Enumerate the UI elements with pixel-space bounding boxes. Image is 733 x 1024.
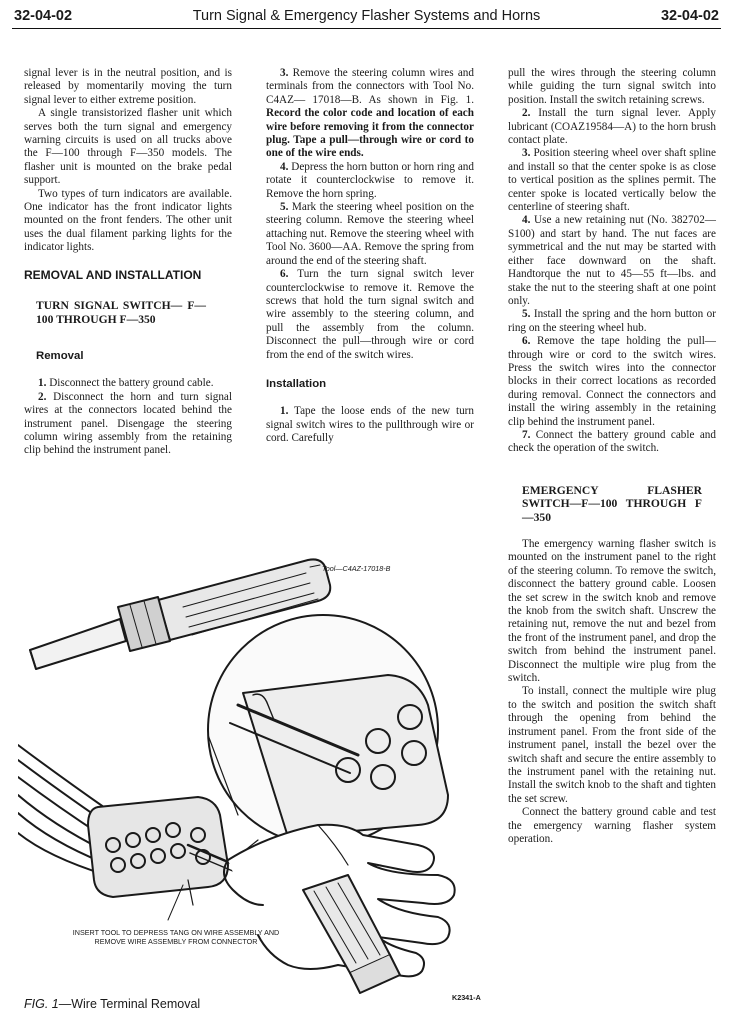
step-number: 1.	[38, 377, 47, 390]
tool-label: Tool—C4AZ-17018-B	[322, 564, 391, 573]
step-number: 4.	[280, 160, 289, 173]
paragraph: A single transistorized flasher unit which serves both the turn signal and emergency warning circuits is used on all trucks above the F—100 through F—350 models. The flasher unit is mounted on the brake pedal support.	[24, 107, 232, 187]
step-text: Connect the battery ground cable and check the operation of the switch.	[508, 428, 716, 455]
step-number: 4.	[522, 214, 531, 227]
paragraph: signal lever is in the neutral position, and is released by momentarily moving the turn signal lever to either extreme position.	[24, 67, 232, 106]
step-number: 3.	[280, 67, 289, 79]
step	[24, 391, 232, 458]
step-number: 6.	[280, 268, 289, 281]
figure-title: —Wire Terminal Removal	[58, 997, 201, 1011]
step-text: Turn the turn signal switch lever counterclockwise to remove it. Remove the screws that hold the turn signal switch and wire assembly to the steering column, and pull the assembly from the column. Disconnect the pull—through wire or cord from the end of the switch wires.	[266, 268, 474, 361]
column-1	[24, 67, 232, 458]
procedure-heading: Removal	[36, 349, 84, 362]
step-text: Mark the steering wheel position on the steering column. Remove the steering wheel attaching nut. Remove the steering wheel with Tool No. 3600—AA. Remove the spring from around the end of the steering shaft.	[266, 201, 474, 267]
step	[508, 214, 716, 308]
step	[266, 405, 474, 445]
step-text: Disconnect the horn and turn signal wires at the connectors located behind the instrument panel. Disengage the steering column wiring assembly from the retaining clip behind the instrument panel.	[24, 390, 232, 457]
step	[266, 161, 474, 201]
page-title: Turn Signal & Emergency Flasher Systems and Horns	[192, 8, 541, 24]
step-number: 2.	[38, 390, 47, 403]
step-number: 5.	[522, 308, 531, 321]
header-rule	[12, 28, 721, 29]
subsection-heading: TURN SIGNAL SWITCH— F—100 THROUGH F—350	[36, 299, 206, 326]
page-number-right: 32-04-02	[660, 8, 719, 24]
column-3	[508, 67, 716, 846]
step-text: Depress the horn button or horn ring and rotate it counterclockwise to remove it. Remove the horn spring.	[266, 160, 474, 200]
step-text-bold: Record the color code and location of each wire before removing it from the connector plug. Tape a pull—through wire or cord to one of the wire ends.	[266, 107, 474, 160]
paragraph: Connect the battery ground cable and test the emergency warning flasher system operation.	[508, 806, 716, 845]
step	[508, 335, 716, 429]
step	[508, 107, 716, 147]
paragraph: Two types of turn indicators are available. One indicator has the front indicator lights mounted on the front fenders. The other unit uses the dual filament parking lights for the indicator lights.	[24, 187, 232, 254]
step-text: Use a new retaining nut (No. 382702—S100) and start by hand. The nut faces are symmetrical and the nut may be started with either face downward on the shaft. Handtorque the nut to 45—55 ft—lbs. and stake the nut to the steering shaft at one point only.	[508, 214, 716, 307]
step-text: Disconnect the battery ground cable.	[46, 377, 214, 390]
paragraph: pull the wires through the steering column while guiding the turn signal switch into position. Install the switch retaining screws.	[508, 67, 716, 106]
step	[266, 268, 474, 362]
procedure-heading: Installation	[266, 377, 327, 390]
page-number-left: 32-04-02	[14, 8, 73, 24]
step-text: Remove the steering column wires and terminals from the connectors with Tool No. C4AZ— 17018—B. As shown in Fig. 1.	[266, 67, 474, 106]
column-2	[266, 67, 474, 446]
step-text: Tape the loose ends of the new turn signal switch wires to the pullthrough wire or cord. Carefully	[266, 405, 474, 445]
step	[508, 147, 716, 214]
step	[508, 429, 716, 456]
step-text: Install the turn signal lever. Apply lubricant (COAZ19584—A) to the horn brush contact plate.	[508, 107, 716, 147]
step-number: 2.	[522, 107, 531, 120]
step-number: 1.	[280, 405, 289, 418]
figure-caption	[24, 997, 200, 1011]
paragraph: The emergency warning flasher switch is mounted on the instrument panel to the right of the steering column. To remove the switch, disconnect the battery ground cable. Loosen the set screw in the switch knob and remove the knob from the switch shaft. Unscrew the retaining nut, remove the nut and bezel from the front of the instrument panel, and drop the switch from behind the instrument panel. Disconnect the multiple wire plug from the switch.	[508, 538, 716, 685]
insert-tool-label: INSERT TOOL TO DEPRESS TANG ON WIRE ASSEMBLY AND REMOVE WIRE ASSEMBLY FROM CONNECTOR	[72, 928, 280, 946]
figure-id-label: K2341-A	[452, 993, 481, 1002]
step-number: 7.	[522, 428, 531, 441]
paragraph: To install, connect the multiple wire plug to the switch and position the switch shaft through the opening from behind the instrument panel. From the front side of the instrument panel, install the bezel over the switch shaft and secure the entire assembly to the instrument panel with the retaining nut. Install the switch knob to the shaft and tighten the set screw.	[508, 685, 716, 805]
step-number: 5.	[280, 201, 289, 214]
step-text: Position steering wheel over shaft spline and install so that the center spoke is as close to vertical position as the splines permit. The center spoke is located vertically below the centerline of steering shaft.	[508, 147, 716, 214]
step	[266, 201, 474, 268]
figure-number: FIG. 1	[24, 997, 59, 1011]
step	[508, 308, 716, 335]
step-text: Remove the tape holding the pull—through wire or cord to the switch wires. Press the switch wires into the connector blocks in their correct locations as recorded during removal. Connect the connectors and install the wiring assembly in the retaining clip behind the instrument panel.	[508, 335, 716, 428]
step	[266, 67, 474, 161]
step-text: Install the spring and the horn button or ring on the steering wheel hub.	[508, 308, 716, 334]
step	[24, 377, 232, 390]
step-number: 3.	[522, 147, 531, 160]
subsection-heading: EMERGENCY FLASHER SWITCH—F—100 THROUGH F—350	[522, 483, 702, 524]
section-heading: REMOVAL AND INSTALLATION	[24, 267, 202, 282]
step-number: 6.	[522, 335, 531, 348]
